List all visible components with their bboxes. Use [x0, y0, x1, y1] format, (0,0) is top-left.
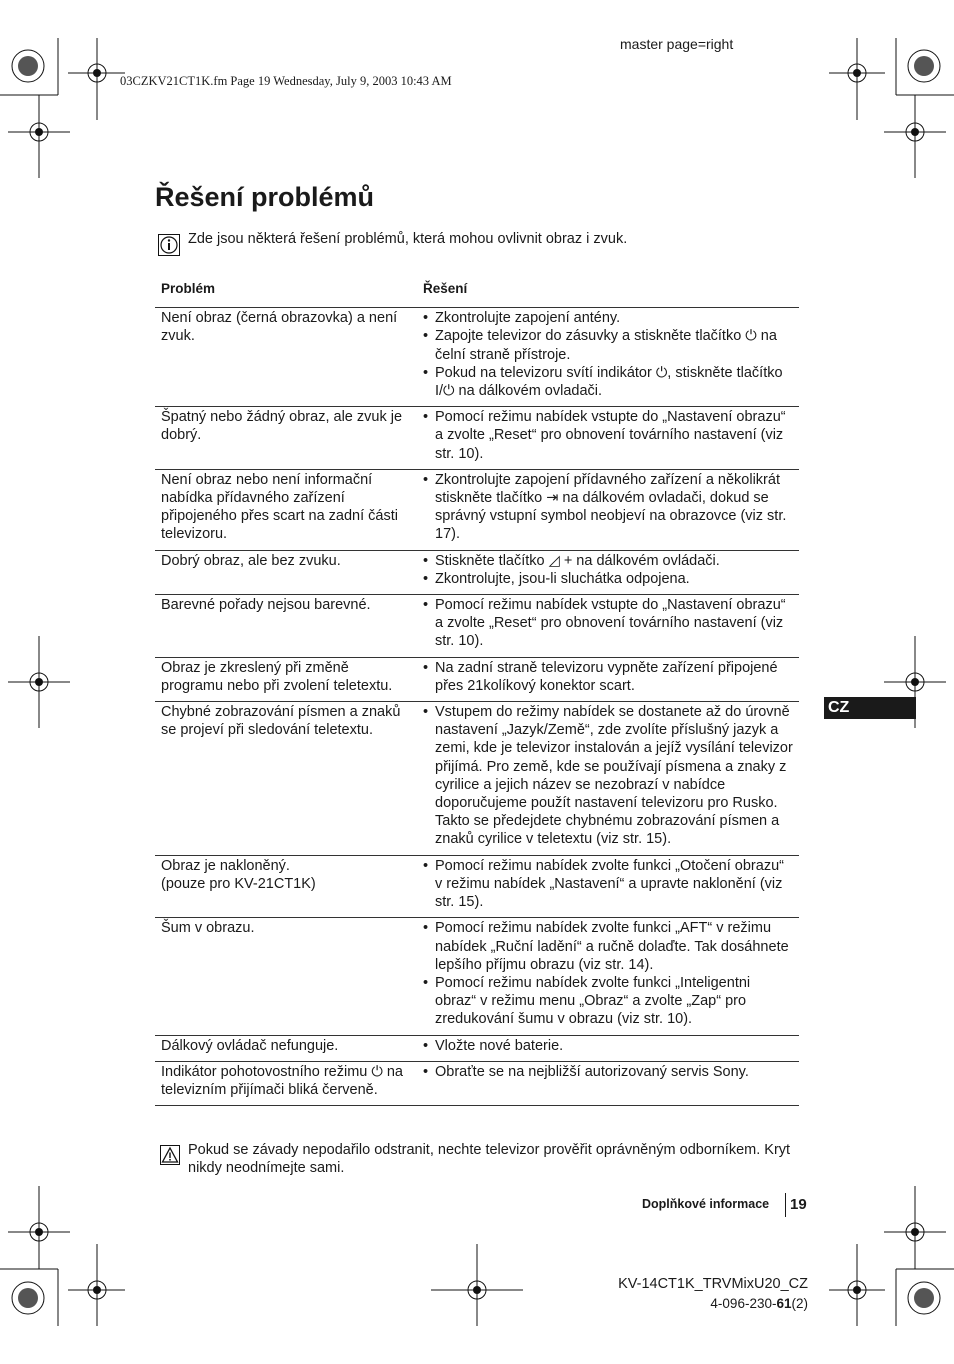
- solution-cell: [417, 1035, 799, 1061]
- solution-cell: [417, 702, 799, 856]
- language-tab: CZ: [824, 697, 916, 719]
- warning-icon: [160, 1145, 180, 1165]
- solution-cell: [417, 308, 799, 407]
- solution-item: • Vložte nové baterie.: [423, 1037, 793, 1055]
- table-row: [155, 918, 799, 1035]
- problem-cell: Chybné zobrazování písmen a znaků se projeví při sledování teletextu.: [155, 702, 417, 856]
- page-number: 19: [790, 1196, 807, 1213]
- section-name: Doplňkové informace: [642, 1197, 770, 1211]
- solution-cell: [417, 918, 799, 1035]
- solution-item: • Zapojte televizor do zásuvky a stiskněte tlačítko ⏻ na čelní straně přístroje.: [423, 327, 793, 363]
- solution-item: • Pomocí režimu nabídek zvolte funkci „Inteligentni obraz“ v režimu menu „Obraz“ a zvolte „Zap“ pro zredukování šumu v obrazu (viz str. 10).: [423, 974, 793, 1029]
- problem-cell: Není obraz (černá obrazovka) a není zvuk.: [155, 308, 417, 407]
- problem-cell: Dobrý obraz, ale bez zvuku.: [155, 550, 417, 594]
- solution-cell: [417, 1061, 799, 1105]
- problem-cell: Indikátor pohotovostního režimu ⏻ na televizním přijímači bliká červeně.: [155, 1061, 417, 1105]
- problem-cell: Není obraz nebo není informační nabídka přídavného zařízení připojeného přes scart na zadní části televizoru.: [155, 469, 417, 550]
- solution-cell: [417, 469, 799, 550]
- solution-item: • Stiskněte tlačítko ◿ + na dálkovém ovládači.: [423, 552, 793, 570]
- solution-cell: [417, 595, 799, 658]
- table-row: [155, 702, 799, 856]
- solution-item: • Pomocí režimu nabídek zvolte funkci „AFT“ v režimu nabídek „Ruční ladění“ a ručně dolaďte. Tak dosáhnete lepšího příjmu obrazu (viz str. 14).: [423, 919, 793, 974]
- page-number-divider: [785, 1193, 786, 1217]
- model-name: KV-14CT1K_TRVMixU20_CZ: [618, 1276, 808, 1292]
- file-info-line: 03CZKV21CT1K.fm Page 19 Wednesday, July 9, 2003 10:43 AM: [120, 74, 452, 88]
- problem-cell: Dálkový ovládač nefunguje.: [155, 1035, 417, 1061]
- troubleshooting-table: [155, 276, 799, 1106]
- solution-item: • Na zadní straně televizoru vypněte zařízení připojené přes 21kolíkový konektor scart.: [423, 659, 793, 695]
- warning-note: Pokud se závady nepodařilo odstranit, nechte televizor prověřit oprávněným odborníkem. Kryt nikdy neodnímejte sami.: [188, 1142, 791, 1177]
- solution-item: • Zkontrolujte, jsou-li sluchátka odpojena.: [423, 570, 793, 588]
- code-bold: 61: [776, 1296, 792, 1311]
- solution-cell: [417, 657, 799, 701]
- solution-cell: [417, 407, 799, 470]
- solution-cell: [417, 550, 799, 594]
- intro-note: Zde jsou některá řešení problémů, která mohou ovlivnit obraz i zvuk.: [188, 231, 628, 247]
- solution-item: • Pomocí režimu nabídek zvolte funkci „Otočení obrazu“ v režimu nabídek „Nastavení“ a upravte naklonění (viz str. 15).: [423, 857, 793, 912]
- header-solution: Řešení: [417, 276, 799, 308]
- table-row: [155, 308, 799, 407]
- table-row: [155, 407, 799, 470]
- solution-item: • Pomocí režimu nabídek vstupte do „Nastavení obrazu“ a zvolte „Reset“ pro obnovení továrního nastavení (viz str. 10).: [423, 408, 793, 463]
- table-row: [155, 657, 799, 701]
- solution-item: • Zkontrolujte zapojení antény.: [423, 309, 793, 327]
- problem-cell: Barevné pořady nejsou barevné.: [155, 595, 417, 658]
- table-header-row: [155, 276, 799, 308]
- table-row: [155, 1061, 799, 1105]
- solution-item: • Vstupem do režimy nabídek se dostanete až do úrovně nastavení „Jazyk/Země“, zde zvolíte příslušný jazyk a zemi, kde je televizor instalován a jejíž vysílání televizor přijímá. Pro země, kde se používají písmena a znaky z cyrilice a jejich název se nezobrazí v nabídce doporučujeme použít nastavení televizoru pro Rusko. Takto se předejdete chybnému zobrazování písmen a znaků cyrilice v teletextu (viz str. 15).: [423, 703, 793, 849]
- solution-item: • Obraťte se na nejbližší autorizovaný servis Sony.: [423, 1063, 793, 1081]
- code-suffix: (2): [791, 1296, 808, 1311]
- problem-cell: Obraz je nakloněný. (pouze pro KV-21CT1K): [155, 855, 417, 918]
- problem-cell: Obraz je zkreslený při změně programu nebo při zvolení teletextu.: [155, 657, 417, 701]
- solution-item: • Pokud na televizoru svítí indikátor ⏻, stiskněte tlačítko I/⏻ na dálkovém ovladači.: [423, 364, 793, 400]
- table-row: [155, 1035, 799, 1061]
- solution-cell: [417, 855, 799, 918]
- problem-cell: Špatný nebo žádný obraz, ale zvuk je dobrý.: [155, 407, 417, 470]
- code-prefix: 4-096-230-: [710, 1296, 777, 1311]
- table-row: [155, 550, 799, 594]
- table-row: [155, 595, 799, 658]
- header-problem: Problém: [155, 276, 417, 308]
- document-code: [710, 1296, 808, 1311]
- solution-item: • Pomocí režimu nabídek vstupte do „Nastavení obrazu“ a zvolte „Reset“ pro obnovení továrního nastavení (viz str. 10).: [423, 596, 793, 651]
- table-row: [155, 855, 799, 918]
- problem-cell: Šum v obrazu.: [155, 918, 417, 1035]
- master-page-label: master page=right: [620, 36, 734, 52]
- info-icon: [158, 234, 180, 256]
- table-row: [155, 469, 799, 550]
- solution-item: • Zkontrolujte zapojení přídavného zařízení a několikrát stiskněte tlačítko ⇥ na dálkovém ovladači, dokud se správný vstupní symbol neobjeví na obrazovce (viz str. 17).: [423, 471, 793, 544]
- page-title: Řešení problémů: [155, 182, 375, 212]
